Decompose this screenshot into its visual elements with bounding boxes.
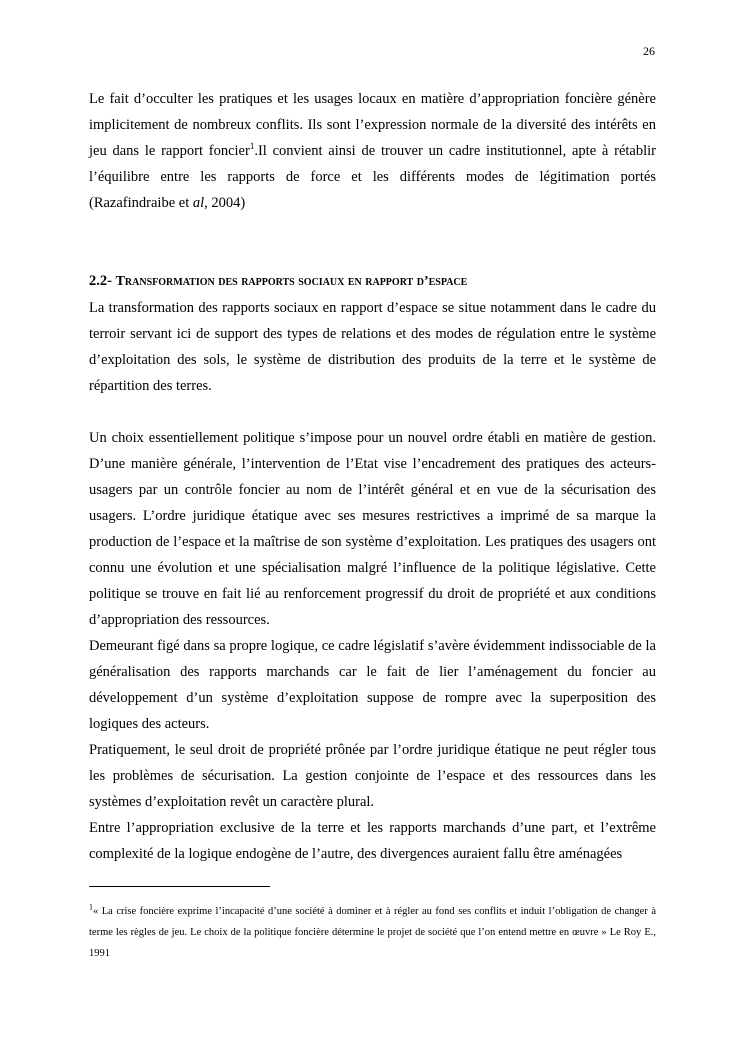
footnote-text: « La crise foncière exprime l’incapacité d’une société à dominer et à régler au fond ses conflits et induit l’obligation de changer à terme les règles de jeu. Le choix de la politique foncière détermine le projet de société que l’on entend mettre en œuvre » Le Roy E., 1991 [89, 906, 656, 959]
paragraph-intro-continued: .Il convient ainsi de trouver un cadre institutionnel, apte à rétablir l’équilibre entre les rapports de force et les différents modes de légitimation portés (Razafindraibe et [89, 143, 656, 211]
paragraph-divergences: Entre l’appropriation exclusive de la terre et les rapports marchands d’une part, et l’extrême complexité de la logique endogène de l’autre, des divergences auraient fallu être aménagées [89, 820, 656, 862]
section-title: Transformation des rapports sociaux en rapport d’espace [115, 274, 468, 289]
paragraph-intro-text: Le fait d’occulter les pratiques et les usages locaux en matière d’appropriation foncière génère implicitement de nombreux conflits. Ils sont l’expression normale de la diversité des intérêts en jeu dans le rapport foncier [89, 91, 656, 159]
spacer [89, 216, 656, 268]
spacer [89, 399, 656, 425]
paragraph-property-right: Pratiquement, le seul droit de propriété prônée par l’ordre juridique étatique ne peut régler tous les problèmes de sécurisation. La gestion conjointe de l’espace et des ressources dans les systèmes d’exploitation revêt un caractère plural. [89, 742, 656, 810]
paragraph-intro [89, 86, 656, 216]
paragraph-legislative-framework: Demeurant figé dans sa propre logique, ce cadre législatif s’avère évidemment indissociable de la généralisation des rapports marchands car le fait de lier l’aménagement du foncier au développement d’un système d’exploitation suppose de rompre avec la superposition des logiques des acteurs. [89, 638, 656, 732]
page-number: 26 [643, 44, 655, 58]
paragraph-political-choice: Un choix essentiellement politique s’impose pour un nouvel ordre établi en matière de gestion. D’une manière générale, l’intervention de l’Etat vise l’encadrement des pratiques des acteurs-usagers par un contrôle foncier au nom de l’intérêt général et en vue de la sécurisation des usagers. L’ordre juridique étatique avec ses mesures restrictives a imprimé de sa marque la production de l’espace et la maîtrise de son système d’exploitation. Les pratiques des usagers ont connu une évolution et une spécialisation malgré l’influence de la politique législative. Cette politique se trouve en fait lié au renforcement progressif du droit de propriété et aux conditions d’appropriation des ressources. [89, 430, 656, 628]
footnote-separator [89, 886, 270, 887]
citation-et-al: al [192, 195, 205, 211]
footnote-mark: 1 [89, 902, 93, 912]
citation-year: , 2004) [204, 195, 246, 211]
section-heading [89, 268, 656, 295]
paragraph-terroir: La transformation des rapports sociaux en rapport d’espace se situe notamment dans le cadre du terroir servant ici de support des types de relations et des modes de régulation entre le système d’exploitation des sols, le système de distribution des produits de la terre et le système de répartition des terres. [89, 300, 656, 394]
footnote-reference[interactable]: 1 [249, 141, 255, 152]
page-body [89, 86, 656, 867]
section-number: 2.2- [89, 273, 112, 289]
footnote [89, 901, 656, 964]
